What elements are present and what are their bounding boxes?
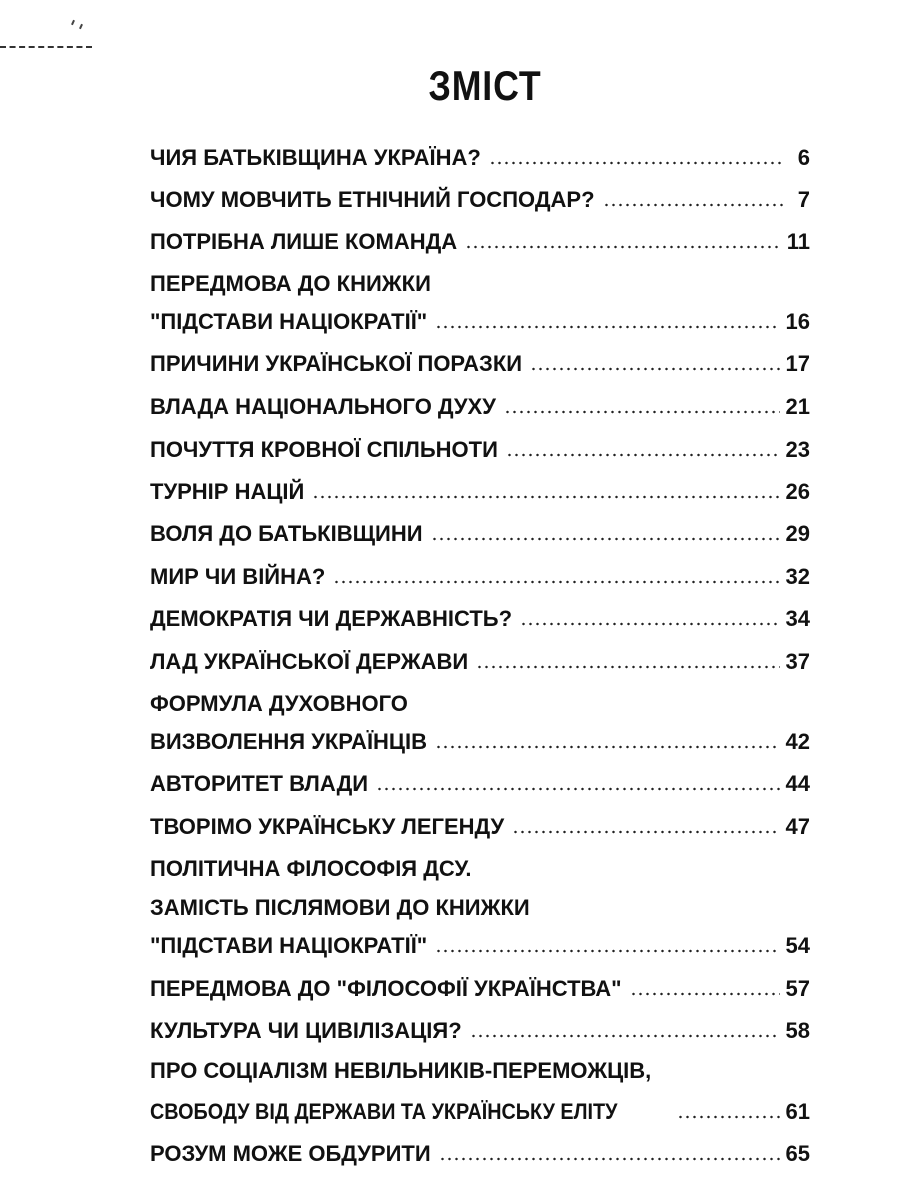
dot-leader: [431, 537, 780, 541]
toc-entry-page: 6: [797, 145, 810, 170]
toc-entry-page: 58: [785, 1018, 810, 1043]
dot-leader: [376, 787, 779, 791]
page-title: ЗМІСТ: [428, 62, 542, 109]
toc-entry-title-line: ПЕРЕДМОВА ДО КНИЖКИ: [150, 271, 431, 296]
toc-entry: [150, 436, 810, 464]
toc-entry: [150, 728, 810, 756]
toc-entry: [150, 186, 810, 214]
toc-entry: [150, 813, 810, 841]
dot-leader: [504, 410, 780, 414]
toc-entry-title: ВОЛЯ ДО БАТЬКІВЩИНИ: [150, 521, 423, 546]
toc-entry-page: 61: [785, 1099, 810, 1124]
toc-entry-page: 54: [785, 933, 810, 958]
toc-entry: [150, 932, 810, 960]
toc-entry-title: МИР ЧИ ВІЙНА?: [150, 564, 326, 589]
toc-entry-title: "ПІДСТАВИ НАЦІОКРАТІЇ": [150, 933, 428, 958]
toc-entry-title: КУЛЬТУРА ЧИ ЦИВІЛІЗАЦІЯ?: [150, 1018, 462, 1043]
dot-leader: [530, 367, 779, 371]
toc-entry: [150, 648, 810, 676]
toc-entry: [150, 770, 810, 798]
toc-entry-title: РОЗУМ МОЖЕ ОБДУРИТИ: [150, 1141, 431, 1166]
toc-entry: [150, 1140, 810, 1168]
toc-entry-page: 47: [785, 814, 810, 839]
dot-leader: [476, 665, 779, 669]
dot-leader: [603, 203, 784, 207]
toc-entry-title: ВИЗВОЛЕННЯ УКРАЇНЦІВ: [150, 729, 427, 754]
toc-entry-title: ПОТРІБНА ЛИШЕ КОМАНДА: [150, 229, 458, 254]
toc-entry-page: 11: [786, 229, 810, 254]
toc-entry-page: 44: [785, 771, 810, 796]
toc-entry-first-line: [150, 270, 810, 298]
toc-entry: [150, 605, 810, 633]
dot-leader: [435, 325, 779, 329]
toc-entry-title: ЧИЯ БАТЬКІВЩИНА УКРАЇНА?: [150, 145, 481, 170]
toc-entry: [150, 975, 810, 1003]
toc-entry-title: ТВОРІМО УКРАЇНСЬКУ ЛЕГЕНДУ: [150, 814, 505, 839]
toc-entry: [150, 1017, 810, 1045]
dot-leader: [435, 745, 780, 749]
toc-entry-page: 29: [785, 521, 810, 546]
toc-entry-page: 42: [785, 729, 810, 754]
toc-entry-title: ПЕРЕДМОВА ДО "ФІЛОСОФІЇ УКРАЇНСТВА": [150, 976, 622, 1001]
toc-entry: [150, 144, 810, 172]
toc-entry-title: ДЕМОКРАТІЯ ЧИ ДЕРЖАВНІСТЬ?: [150, 606, 513, 631]
dot-leader: [520, 622, 779, 626]
toc-entry: [150, 520, 810, 548]
toc-entry-title-line: ФОРМУЛА ДУХОВНОГО: [150, 691, 408, 716]
toc-entry-title: ЧОМУ МОВЧИТЬ ЕТНІЧНИЙ ГОСПОДАР?: [150, 187, 595, 212]
toc-entry-page: 57: [785, 976, 810, 1001]
dot-leader: [470, 1034, 780, 1038]
toc-entry: [150, 1098, 810, 1126]
toc-entry-page: 26: [785, 479, 810, 504]
dot-leader: [512, 830, 779, 834]
toc-entry-page: 21: [785, 394, 810, 419]
dot-leader: [312, 495, 779, 499]
dot-leader: [333, 580, 779, 584]
toc-entry-second-line: [150, 894, 810, 922]
toc-entry-title: ВЛАДА НАЦІОНАЛЬНОГО ДУХУ: [150, 394, 496, 419]
toc-entry-title: АВТОРИТЕТ ВЛАДИ: [150, 771, 369, 796]
dot-leader: [677, 1115, 779, 1119]
toc-entry-page: 16: [785, 309, 810, 334]
toc-entry-title: "ПІДСТАВИ НАЦІОКРАТІЇ": [150, 309, 428, 334]
toc-entry: [150, 563, 810, 591]
toc-entry: [150, 478, 810, 506]
toc-entry-title: ТУРНІР НАЦІЙ: [150, 479, 305, 504]
toc-entry: [150, 308, 810, 336]
toc-entry-page: 37: [785, 649, 810, 674]
toc-entry-first-line: [150, 1057, 810, 1085]
toc-entry-page: 17: [785, 351, 810, 376]
toc-entry-title-line: ПРО СОЦІАЛІЗМ НЕВІЛЬНИКІВ-ПЕРЕМОЖЦІВ,: [150, 1058, 652, 1083]
toc-entry-first-line: [150, 690, 810, 718]
dot-leader: [439, 1157, 780, 1161]
toc-entry-first-line: [150, 855, 810, 883]
toc-entry: [150, 350, 810, 378]
dot-leader: [506, 453, 780, 457]
dot-leader: [489, 161, 784, 165]
dot-leader: [630, 992, 780, 996]
toc-entry-title: СВОБОДУ ВІД ДЕРЖАВИ ТА УКРАЇНСЬКУ ЕЛІТУ: [150, 1099, 618, 1124]
toc-entry-page: 7: [797, 187, 810, 212]
toc-entry: [150, 228, 810, 256]
toc-entry: [150, 393, 810, 421]
dot-leader: [435, 949, 779, 953]
toc-entry-title: ПОЧУТТЯ КРОВНОЇ СПІЛЬНОТИ: [150, 437, 498, 462]
toc-entry-title: ЛАД УКРАЇНСЬКОЇ ДЕРЖАВИ: [150, 649, 469, 674]
toc-entry-page: 32: [785, 564, 810, 589]
toc-entry-page: 34: [785, 606, 810, 631]
toc-entry-page: 23: [785, 437, 810, 462]
toc-entry-title-line: ПОЛІТИЧНА ФІЛОСОФІЯ ДСУ.: [150, 856, 472, 881]
dot-leader: [465, 245, 781, 249]
toc-entry-page: 65: [785, 1141, 810, 1166]
toc-entry-title: ПРИЧИНИ УКРАЇНСЬКОЇ ПОРАЗКИ: [150, 351, 523, 376]
toc-entry-title-line: ЗАМІСТЬ ПІСЛЯМОВИ ДО КНИЖКИ: [150, 895, 530, 920]
